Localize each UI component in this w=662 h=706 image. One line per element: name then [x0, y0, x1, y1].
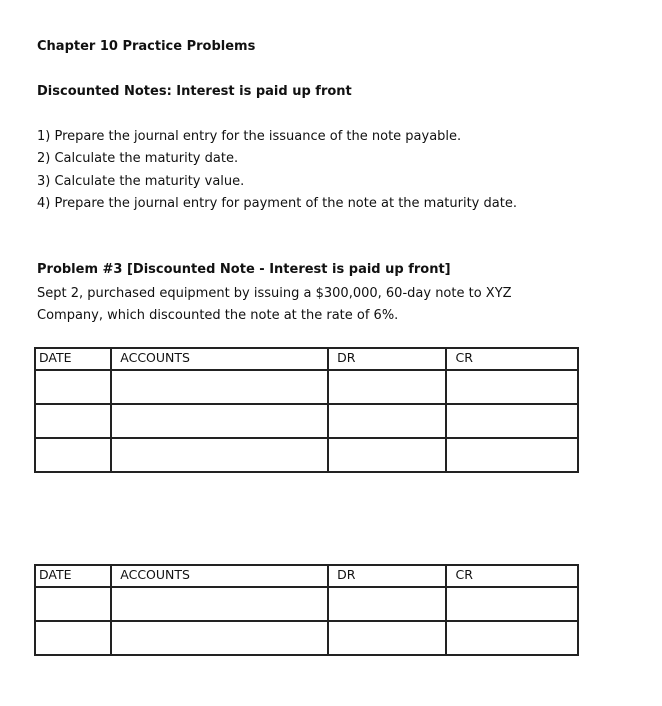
date-cell[interactable] — [35, 438, 111, 472]
credit-cell[interactable] — [446, 587, 578, 621]
table-header-row — [35, 565, 578, 587]
date-column-header: DATE — [35, 348, 111, 370]
table-row — [35, 404, 578, 438]
debit-cell[interactable] — [328, 404, 446, 438]
debit-column-header: DR — [328, 348, 446, 370]
table-header-row — [35, 348, 578, 370]
accounts-cell[interactable] — [111, 438, 328, 472]
chapter-title: Chapter 10 Practice Problems — [37, 39, 256, 54]
journal-entry-table-2 — [34, 564, 579, 656]
debit-cell[interactable] — [328, 587, 446, 621]
date-cell[interactable] — [35, 404, 111, 438]
accounts-cell[interactable] — [111, 404, 328, 438]
instruction-item: 3) Calculate the maturity value. — [37, 173, 245, 189]
problem-description — [37, 283, 557, 326]
credit-cell[interactable] — [446, 370, 578, 404]
credit-cell[interactable] — [446, 438, 578, 472]
instruction-item: 4) Prepare the journal entry for payment of the note at the maturity date. — [37, 195, 517, 211]
journal-entry-table-1 — [34, 347, 579, 473]
section-subtitle: Discounted Notes: Interest is paid up front — [37, 84, 352, 99]
credit-column-header: CR — [446, 565, 578, 587]
date-column-header: DATE — [35, 565, 111, 587]
table-row — [35, 438, 578, 472]
instruction-item: 1) Prepare the journal entry for the issuance of the note payable. — [37, 129, 462, 144]
problem-heading: Problem #3 [Discounted Note - Interest is paid up front] — [37, 262, 451, 277]
table-row — [35, 370, 578, 404]
credit-cell[interactable] — [446, 404, 578, 438]
accounts-column-header: ACCOUNTS — [111, 348, 328, 370]
accounts-column-header: ACCOUNTS — [111, 565, 328, 587]
table-row — [35, 587, 578, 621]
accounts-cell[interactable] — [111, 370, 328, 404]
accounts-cell[interactable] — [111, 587, 328, 621]
instruction-item: 2) Calculate the maturity date. — [37, 151, 239, 167]
debit-cell[interactable] — [328, 370, 446, 404]
problem-text-line: Sept 2, purchased equipment by issuing a $300,000, 60-day note to XYZ — [37, 286, 512, 301]
debit-cell[interactable] — [328, 621, 446, 655]
accounts-cell[interactable] — [111, 621, 328, 655]
instruction-list — [37, 126, 517, 215]
debit-column-header: DR — [328, 565, 446, 587]
table-row — [35, 621, 578, 655]
credit-column-header: CR — [446, 348, 578, 370]
date-cell[interactable] — [35, 587, 111, 621]
date-cell[interactable] — [35, 370, 111, 404]
credit-cell[interactable] — [446, 621, 578, 655]
date-cell[interactable] — [35, 621, 111, 655]
debit-cell[interactable] — [328, 438, 446, 472]
problem-text-line: Company, which discounted the note at the rate of 6%. — [37, 307, 399, 323]
